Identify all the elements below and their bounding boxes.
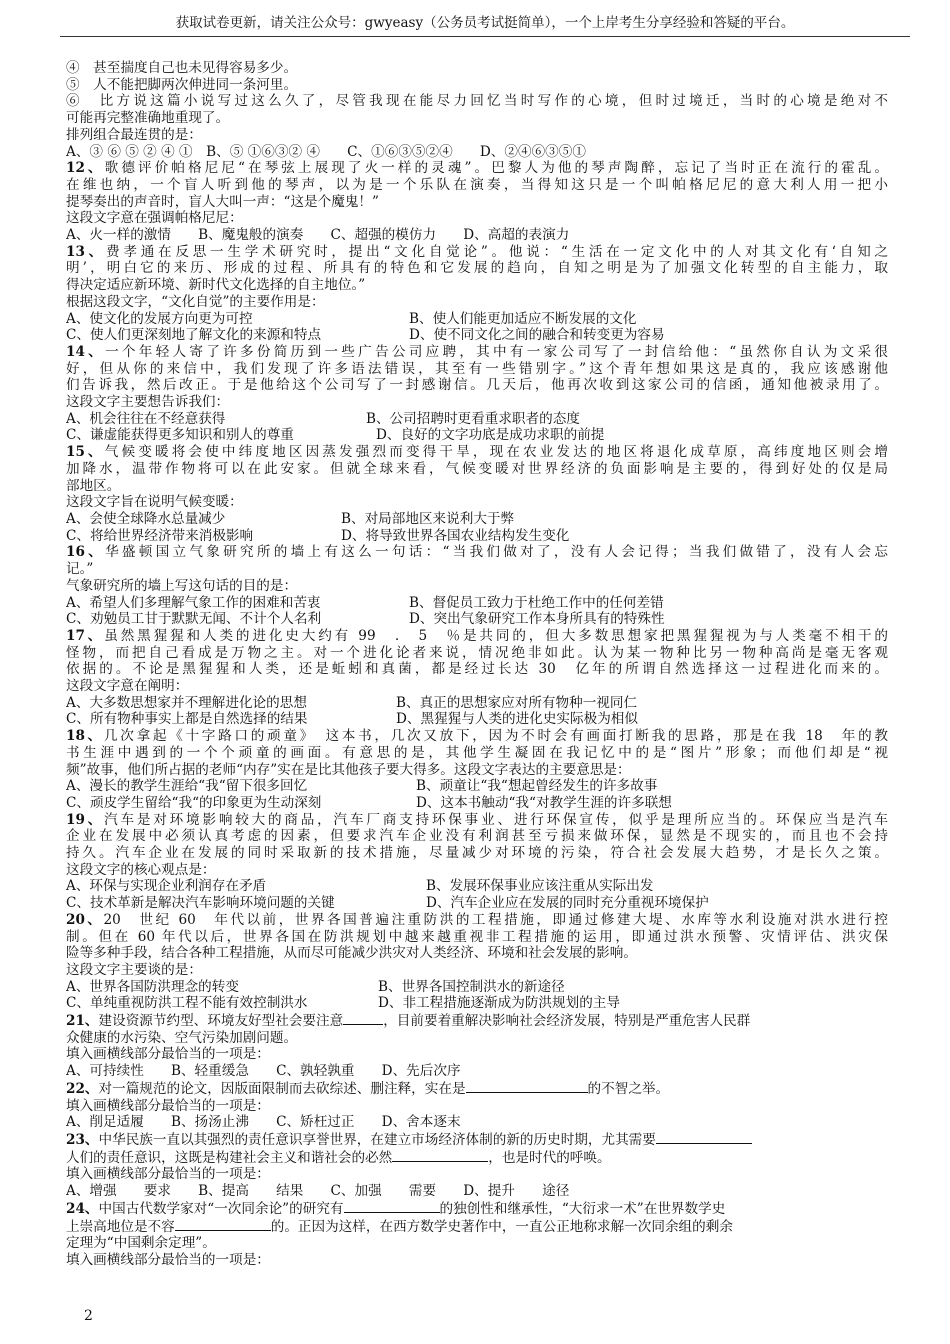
question-number: 12、: [66, 160, 105, 177]
question-text-line: [66, 1149, 888, 1167]
question-18: [66, 728, 888, 745]
question-text: 建设资源节约型、环境友好型社会要注意: [98, 1013, 344, 1030]
document-body: [66, 60, 888, 1269]
question-12: [66, 160, 888, 177]
option-c: C、劝勉员工甘于默默无闻、不计个人名利: [66, 611, 322, 628]
question-text-line: 提琴奏出的声音时，盲人大叫一声：“这是个魔鬼！”: [66, 193, 379, 210]
question-text-line: 在维也纳，一个盲人听到他的琴声，以为是一个乐队在演奏，当得知这只是一个叫帕格尼尼的意大利人用一把小: [66, 176, 888, 193]
question-prompt: 这段文字意在强调帕格尼尼：: [66, 210, 243, 227]
question-prompt: 这段文字主要谈的是：: [66, 961, 202, 978]
question-number: 14、: [66, 343, 106, 360]
option-b: B、使人们能更加适应不断发展的文化: [409, 310, 637, 327]
answer-options: A、火一样的激情 B、魔鬼般的演奏 C、超强的模仿力 D、高超的表演力: [66, 227, 570, 244]
question-text: 对一篇规范的论文，因版面限制而去砍综述、删注释，实在是: [98, 1080, 466, 1097]
answer-options: [66, 427, 888, 444]
page-number: 2: [84, 1308, 93, 1324]
question-16: [66, 544, 888, 561]
option-d: D、汽车企业应在发展的同时充分重视环境保护: [426, 895, 709, 912]
question-prompt: 填入画横线部分最恰当的一项是：: [66, 1097, 270, 1114]
question-number: 19、: [66, 811, 105, 828]
question-number: 20、: [66, 911, 104, 928]
answer-options: [66, 595, 888, 612]
question-14: [66, 344, 888, 361]
question-text: ，也是时代的呼唤。: [488, 1149, 611, 1166]
answer-options: [66, 695, 888, 712]
question-prompt: 这段文字旨在说明气候变暖：: [66, 494, 243, 511]
question-text: 的不智之举。: [587, 1080, 670, 1097]
question-number: 18、: [66, 728, 104, 745]
sentence-6: ⑥ 比方说这篇小说写过这么久了，尽管我现在能尽力回忆当时写作的心境，但时过境迁，当时的心境是绝对不: [66, 93, 888, 110]
option-b: B、对局部地区来说利大于弊: [341, 510, 515, 527]
question-text-line: 频”故事，他们所占据的老师“内存”实在是比其他孩子要大得多。这段文字表达的主要意思是：: [66, 761, 631, 778]
question-text: 汽车是对环境影响较大的商品，汽车厂商支持环保事业、进行环保宣传，似乎是理所应当的。环保应当是汽车: [104, 811, 888, 828]
option-d: D、非工程措施逐渐成为防洪规划的主导: [378, 995, 620, 1012]
question-text-line: 好，但从你的来信中，我们发现了许多语法错误，其至有一些错别字。”这个青年想如果这是真的，我应该感谢他: [66, 360, 888, 377]
question-number: 17、: [66, 627, 105, 644]
option-d: D、这本书触动“我“对教学生涯的许多联想: [416, 794, 672, 811]
option-b: B、世界各国控制洪水的新途径: [378, 978, 565, 995]
question-text-line: 加降水，温带作物将可以在此安家。但就全球来看，气候变暖对世界经济的负面影响是主要的，得到好处的仅是局: [66, 460, 888, 477]
question-number: 15、: [66, 444, 105, 461]
question-text: ，目前要着重解决影响社会经济发展，特别是严重危害人民群: [383, 1013, 751, 1030]
option-d: D、突出气象研究工作本身所具有的特殊性: [409, 611, 665, 628]
option-a: A、机会往往在不经意获得: [66, 410, 226, 427]
question-text: 一个年轻人寄了许多份简历到一些广告公司应聘，其中有一家公司写了一封信给他：“虽然你自认为文采很: [105, 343, 888, 360]
question-text: 费孝通在反思一生学术研究时，提出“文化自觉论”。他说：“生活在一定文化中的人对其文化有‘自知之: [106, 243, 888, 260]
question-text: 20 世纪 60 年代以前，世界各国普遍注重防洪的工程措施，即通过修建大堤、水库等水利设施对洪水进行控: [103, 911, 888, 928]
question-15: [66, 444, 888, 461]
answer-options: [66, 895, 888, 912]
question-text-line: 怪物，而把自己看成是万物之主。对一个进化论者来说，情况绝非如此。认为某一物种比另一物种高尚是毫无客观: [66, 644, 888, 661]
question-text-line: 制。但在 60 年代以后，世界各国在防洪规划中越来越重视非工程措施的运用，即通过洪水预警、灾情评估、洪灾保: [66, 928, 888, 945]
question-text: 气候变暖将会使中纬度地区因蒸发强烈而变得干旱，现在农业发达的地区将退化成草原，高纬度地区则会增: [104, 444, 888, 461]
question-22: [66, 1080, 888, 1098]
option-c: C、单纯重视防洪工程不能有效控制洪水: [66, 995, 308, 1012]
question-prompt: 填入画横线部分最恰当的一项是：: [66, 1166, 270, 1183]
question-text-line: 书生涯中遇到的一个个顽童的画面。有意思的是，其他学生凝固在我记忆中的是“图片”形象；而他们却是“视: [66, 744, 888, 761]
option-a: A、使文化的发展方向更为可控: [66, 310, 253, 327]
question-24: [66, 1200, 888, 1218]
answer-options: A、可持续性 B、轻重缓急 C、孰轻孰重 D、先后次序: [66, 1063, 461, 1080]
fill-blank: [466, 1080, 588, 1093]
question-text: 的独创性和继承性，“大衍求一术”在世界数学史: [439, 1200, 726, 1217]
fill-blank: [175, 1218, 271, 1231]
answer-options: [66, 511, 888, 528]
question-prompt: 填入画横线部分最恰当的一项是：: [66, 1251, 270, 1268]
question-text: 歌德评价帕格尼尼“在琴弦上展现了火一样的灵魂”。巴黎人为他的琴声陶醉，忘记了当时正在流行的霍乱。: [104, 160, 888, 177]
option-d: D、使不同文化之间的融合和转变更为容易: [409, 327, 665, 344]
answer-options: [66, 528, 888, 545]
answer-options: [66, 611, 888, 628]
answer-options: [66, 995, 888, 1012]
question-prompt: 排列组合最连贯的是：: [66, 126, 202, 143]
sentence-6-cont: 可能再完整准确地重现了。: [66, 110, 230, 127]
question-text-line: 定理为“中国剩余定理”。: [66, 1235, 216, 1252]
answer-options: A、削足适履 B、扬汤止沸 C、矫枉过正 D、舍本逐末: [66, 1114, 461, 1131]
option-c: C、顽皮学生留给“我“的印象更为生动深刻: [66, 794, 322, 811]
question-text-line: 企业在发展中必须认真考虑的因素，但要求汽车企业没有利润甚至亏损来做环保，显然是不现实的，而且也不会持: [66, 828, 888, 845]
question-text: 上崇高地位是不容: [66, 1218, 175, 1235]
fill-blank: [392, 1149, 488, 1162]
option-a: A、大多数思想家并不理解进化论的思想: [66, 694, 307, 711]
option-b: B、顽童让“我“想起曾经发生的许多故事: [416, 778, 658, 795]
option-a: A、会使全球降水总量减少: [66, 510, 226, 527]
answer-options: [66, 411, 888, 428]
question-text: 中国古代数学家对“一次同余论”的研究有: [98, 1200, 344, 1217]
answer-options: [66, 878, 888, 895]
question-text-line: 们告诉我，然后改正。于是他给这个公司写了一封感谢信。几天后，他再次收到这家公司的信函，通知他被录用了。: [66, 377, 888, 394]
option-c: C、使人们更深刻地了解文化的来源和特点: [66, 327, 322, 344]
question-23: [66, 1131, 888, 1149]
answer-options: [66, 327, 888, 344]
option-c: C、所有物种事实上都是自然选择的结果: [66, 711, 308, 728]
question-text: 虽然黑猩猩和人类的进化史大约有 99 . 5 ％是共同的，但大多数思想家把黑猩猩视为与人类毫不相干的: [104, 627, 888, 644]
question-number: 24、: [66, 1200, 99, 1217]
question-text: 人们的责任意识，这既是构建社会主义和谐社会的必然: [66, 1149, 393, 1166]
sentence-4: ④ 甚至揣度自己也未见得容易多少。: [66, 60, 298, 76]
question-17: [66, 628, 888, 645]
question-prompt: 根据这段文字，“文化自觉”的主要作用是：: [66, 293, 325, 310]
option-d: D、良好的文字功底是成功求职的前提: [376, 427, 605, 444]
question-number: 23、: [66, 1132, 99, 1148]
answer-options: [66, 711, 888, 728]
question-text-line: 依据的。不论是黑猩猩和人类，还是蚯蚓和真菌，都是经过长达 30 亿年的所谓自然选择这一过程进化而来的。: [66, 661, 888, 678]
question-prompt: 填入画横线部分最恰当的一项是：: [66, 1046, 270, 1063]
option-b: B、督促员工致力于杜绝工作中的任何差错: [409, 594, 664, 611]
option-a: A、环保与实现企业利润存在矛盾: [66, 878, 267, 895]
page-header: 获取试卷更新，请关注公众号：gwyeasy（公务员考试挺简单），一个上岸考生分享经验和答疑的平台。: [60, 14, 910, 37]
answer-options: [66, 979, 888, 996]
question-20: [66, 912, 888, 929]
answer-options: [66, 795, 888, 812]
question-prompt: 这段文字主要想告诉我们：: [66, 394, 230, 411]
option-b: B、公司招聘时更看重求职者的态度: [366, 410, 580, 427]
option-a: A、希望人们多理解气象工作的困难和苦衷: [66, 594, 321, 611]
fill-blank: [343, 1012, 383, 1025]
answer-options: A、③ ⑥ ⑤ ② ④ ① B、⑤ ①⑥③② ④ C、①⑥③⑤②④ D、②④⑥③⑤①: [66, 143, 586, 160]
question-number: 13、: [66, 243, 107, 260]
question-13: [66, 244, 888, 261]
question-text-line: 明’，明白它的来历、形成的过程、所具有的特色和它发展的趋向，自知之明是为了加强文化转型的自主能力，取: [66, 260, 888, 277]
question-text-line: 部地区。: [66, 477, 121, 494]
question-number: 21、: [66, 1013, 99, 1030]
fill-blank: [656, 1131, 752, 1144]
question-text-line: 记。”: [66, 561, 94, 578]
question-text: 的。正因为这样，在西方数学史著作中，一直公正地称求解一次同余组的剩余: [270, 1218, 733, 1235]
question-text: 中华民族一直以其强烈的责任意识享誉世界，在建立市场经济体制的新的历史时期，尤其需要: [98, 1132, 656, 1148]
option-a: A、世界各国防洪理念的转变: [66, 978, 239, 995]
option-d: D、将导致世界各国农业结构发生变化: [341, 527, 570, 544]
question-prompt: 这段文字意在阐明：: [66, 678, 189, 695]
question-text-line: 险等多种手段，结合各种工程措施，从而尽可能减少洪灾对人类经济、环境和社会发展的影响。: [66, 945, 637, 962]
question-text-line: 得决定适应新环境、新时代文化选择的自主地位。”: [66, 277, 366, 294]
question-number: 22、: [66, 1080, 99, 1097]
option-c: C、谦虚能获得更多知识和别人的尊重: [66, 427, 294, 444]
option-b: B、发展环保事业应该注重从实际出发: [426, 878, 654, 895]
question-21: [66, 1012, 888, 1030]
option-c: C、将给世界经济带来消极影响: [66, 527, 254, 544]
question-prompt: 这段文字的核心观点是：: [66, 861, 216, 878]
question-prompt: 气象研究所的墙上写这句话的目的是：: [66, 577, 298, 594]
question-text-line: 众健康的水污染、空气污染加剧问题。: [66, 1029, 298, 1046]
answer-options: A、增强 要求 B、提高 结果 C、加强 需要 D、提升 途径: [66, 1183, 570, 1200]
sentence-5: ⑤ 人不能把脚两次伸进同一条河里。: [66, 76, 298, 93]
option-c: C、技术革新是解决汽车影响环境问题的关键: [66, 895, 335, 912]
fill-blank: [344, 1200, 440, 1213]
answer-options: [66, 778, 888, 795]
question-19: [66, 812, 888, 829]
question-text: 几次拿起《十字路口的顽童》 这本书，几次又放下，因为不时会有画面打断我的思路，那是在我 18 年的教: [103, 728, 888, 745]
answer-options: [66, 311, 888, 328]
option-b: B、真正的思想家应对所有物种一视同仁: [396, 694, 638, 711]
option-d: D、黑猩猩与人类的进化史实际极为相似: [396, 711, 638, 728]
question-text-line: 持久。汽车企业在发展的同时采取新的技术措施，尽量减少对环境的污染，符合社会发展大趋势，才是长久之策。: [66, 845, 888, 862]
question-text: 华盛顿国立气象研究所的墙上有这么一句话：“当我们做对了，没有人会记得；当我们做错了，没有人会忘: [105, 544, 888, 561]
question-number: 16、: [66, 544, 106, 561]
option-a: A、漫长的教学生涯给“我“留下很多回忆: [66, 778, 308, 795]
question-text-line: [66, 1218, 888, 1236]
